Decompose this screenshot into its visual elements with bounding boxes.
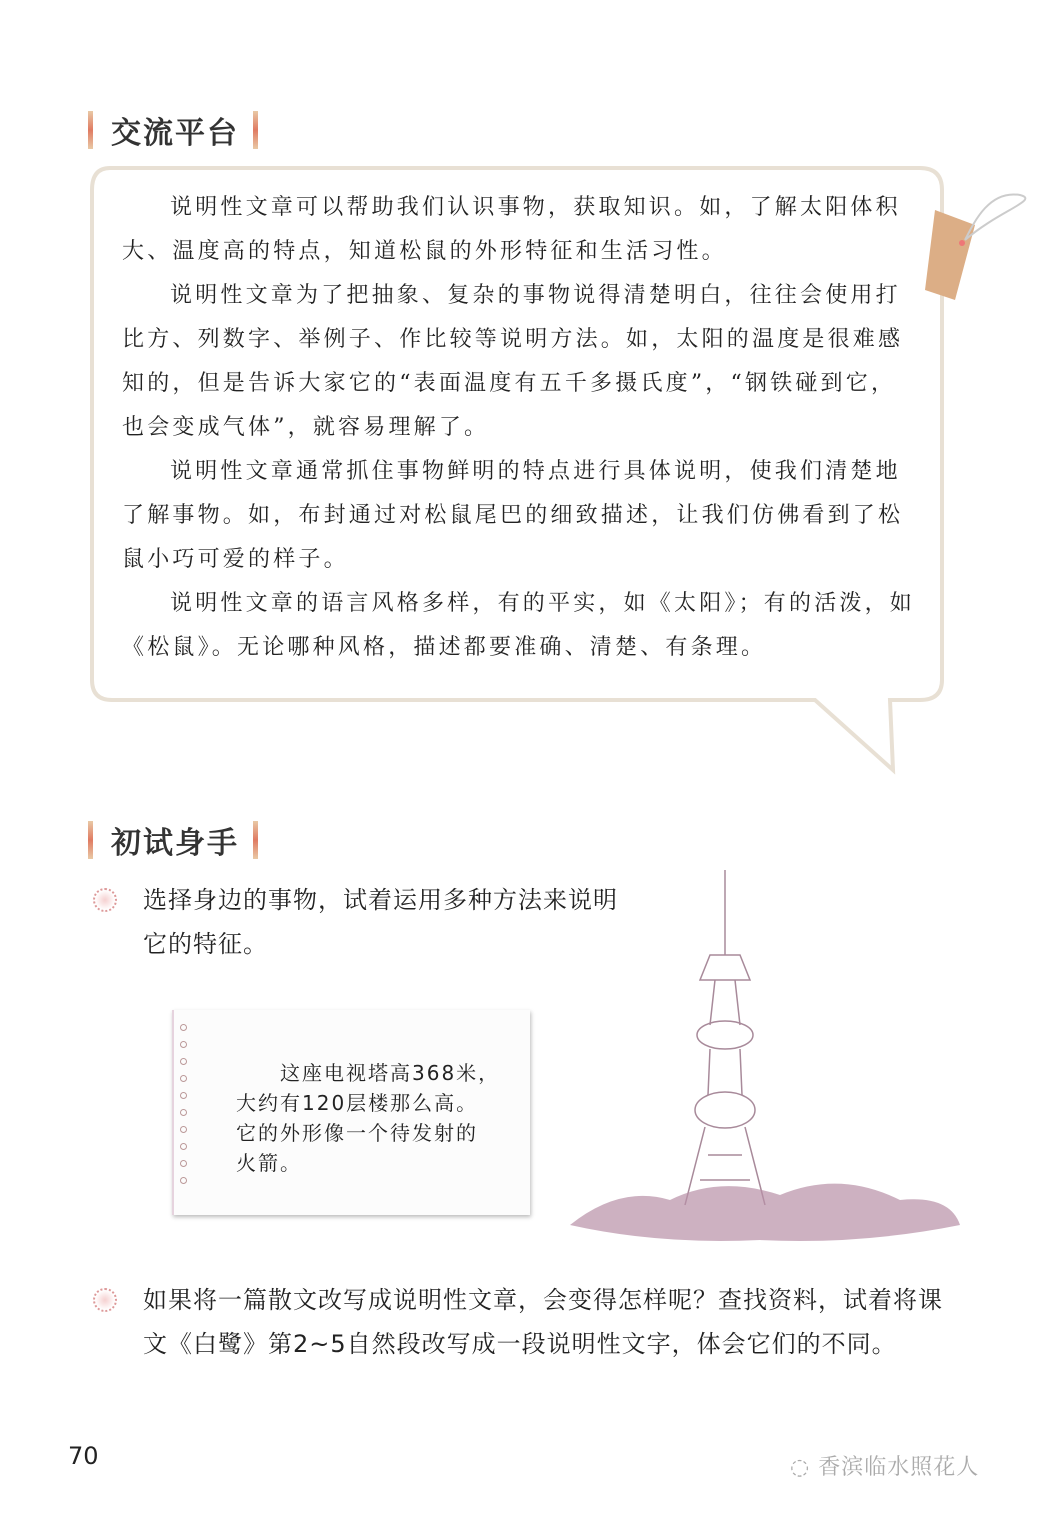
binder-holes [180,1024,187,1184]
section-title-exchange: 交流平台 [88,108,258,152]
tv-tower-illustration [560,865,970,1265]
watermark: ◌ 香滨临水照花人 [790,1455,980,1480]
note-card: 这座电视塔高368米， 大约有120层楼那么高。 它的外形像一个待发射的 火箭。 [172,1010,530,1215]
bullet-icon [93,1288,117,1312]
section-title-try: 初试身手 [88,818,258,862]
wechat-icon: ◌ [790,1455,819,1480]
bullet-icon [93,888,117,912]
task-item-2: 如果将一篇散文改写成说明性文章，会变得怎样呢？查找资料，试着将课 文《白鹭》第2~5自然段改写成一段说明性文字，体会它们的不同。 [143,1286,943,1358]
task-item-1: 选择身边的事物，试着运用多种方法来说明 它的特征。 [143,886,618,958]
exchange-body: 说明性文章可以帮助我们认识事物，获取知识。如，了解太阳体积 大、温度高的特点，知道松鼠的外形特征和生活习性。 说明性文章为了把抽象、复杂的事物说得清楚明白，往往会使用打 比方、列数字、举例子、作比较等说明方法。如，太阳的温度是很难感 知的，但是告诉大家它的“表面温度有五千多摄氏度”，“钢铁碰到它， 也会变成气体”，就容易理解了。 说明性文章通常抓住事物鲜明的特点进行具体说明，使我们清楚地 了解事物。如，布封通过对松鼠尾巴的细致描述，让我们仿佛看到了松 鼠小巧可爱的样子。 说明性文章的语言风格多样，有的平实，如《太阳》；有的活泼，如 《松鼠》。无论哪种风格，描述都要准确、清楚、有条理。 [122,195,916,660]
page-number: 70 [68,1442,99,1470]
